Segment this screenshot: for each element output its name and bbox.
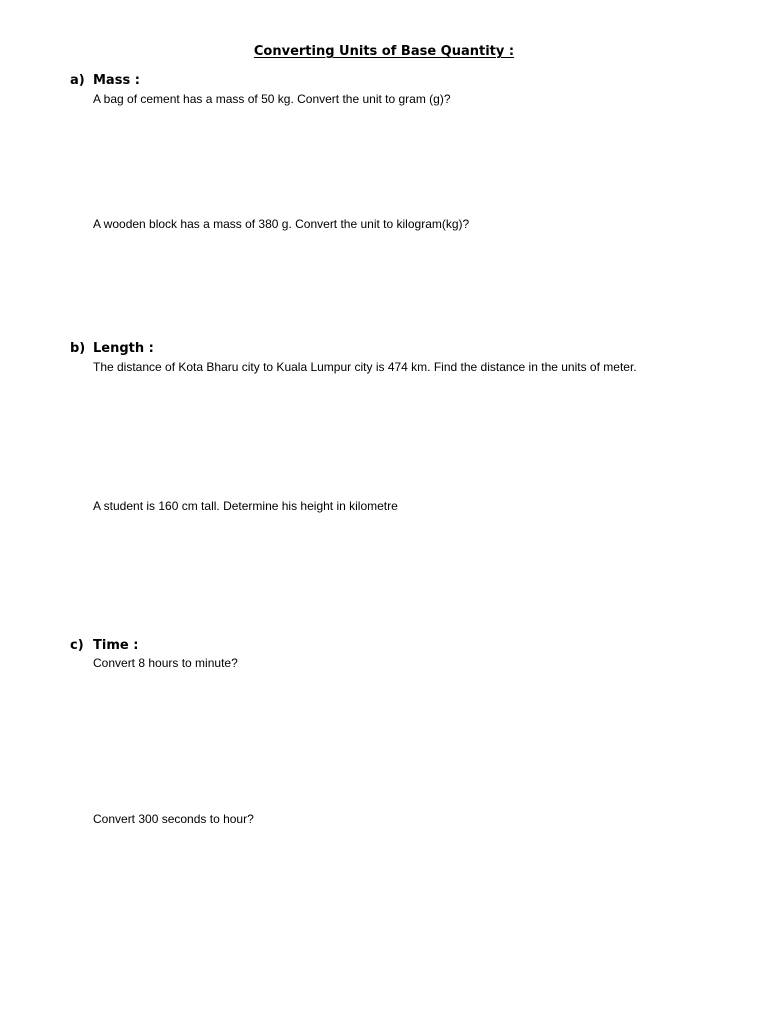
question-mass-2: A wooden block has a mass of 380 g. Convert the unit to kilogram(kg)? [93, 217, 470, 231]
question-length-1: The distance of Kota Bharu city to Kuala Lumpur city is 474 km. Find the distance in the units of meter. [93, 360, 637, 374]
section-title: Mass : [93, 73, 140, 88]
question-time-1: Convert 8 hours to minute? [93, 656, 238, 670]
section-letter: c) [70, 638, 84, 653]
worksheet-title: Converting Units of Base Quantity : [253, 44, 515, 59]
section-heading-mass [70, 73, 140, 88]
section-letter: b) [70, 341, 86, 356]
section-heading-length [70, 341, 154, 356]
section-letter: a) [70, 73, 85, 88]
section-title: Length : [93, 341, 154, 356]
question-length-2: A student is 160 cm tall. Determine his height in kilometre [93, 499, 398, 513]
question-mass-1: A bag of cement has a mass of 50 kg. Convert the unit to gram (g)? [93, 92, 451, 106]
question-time-2: Convert 300 seconds to hour? [93, 812, 254, 826]
section-heading-time [70, 638, 138, 653]
section-title: Time : [93, 638, 139, 653]
